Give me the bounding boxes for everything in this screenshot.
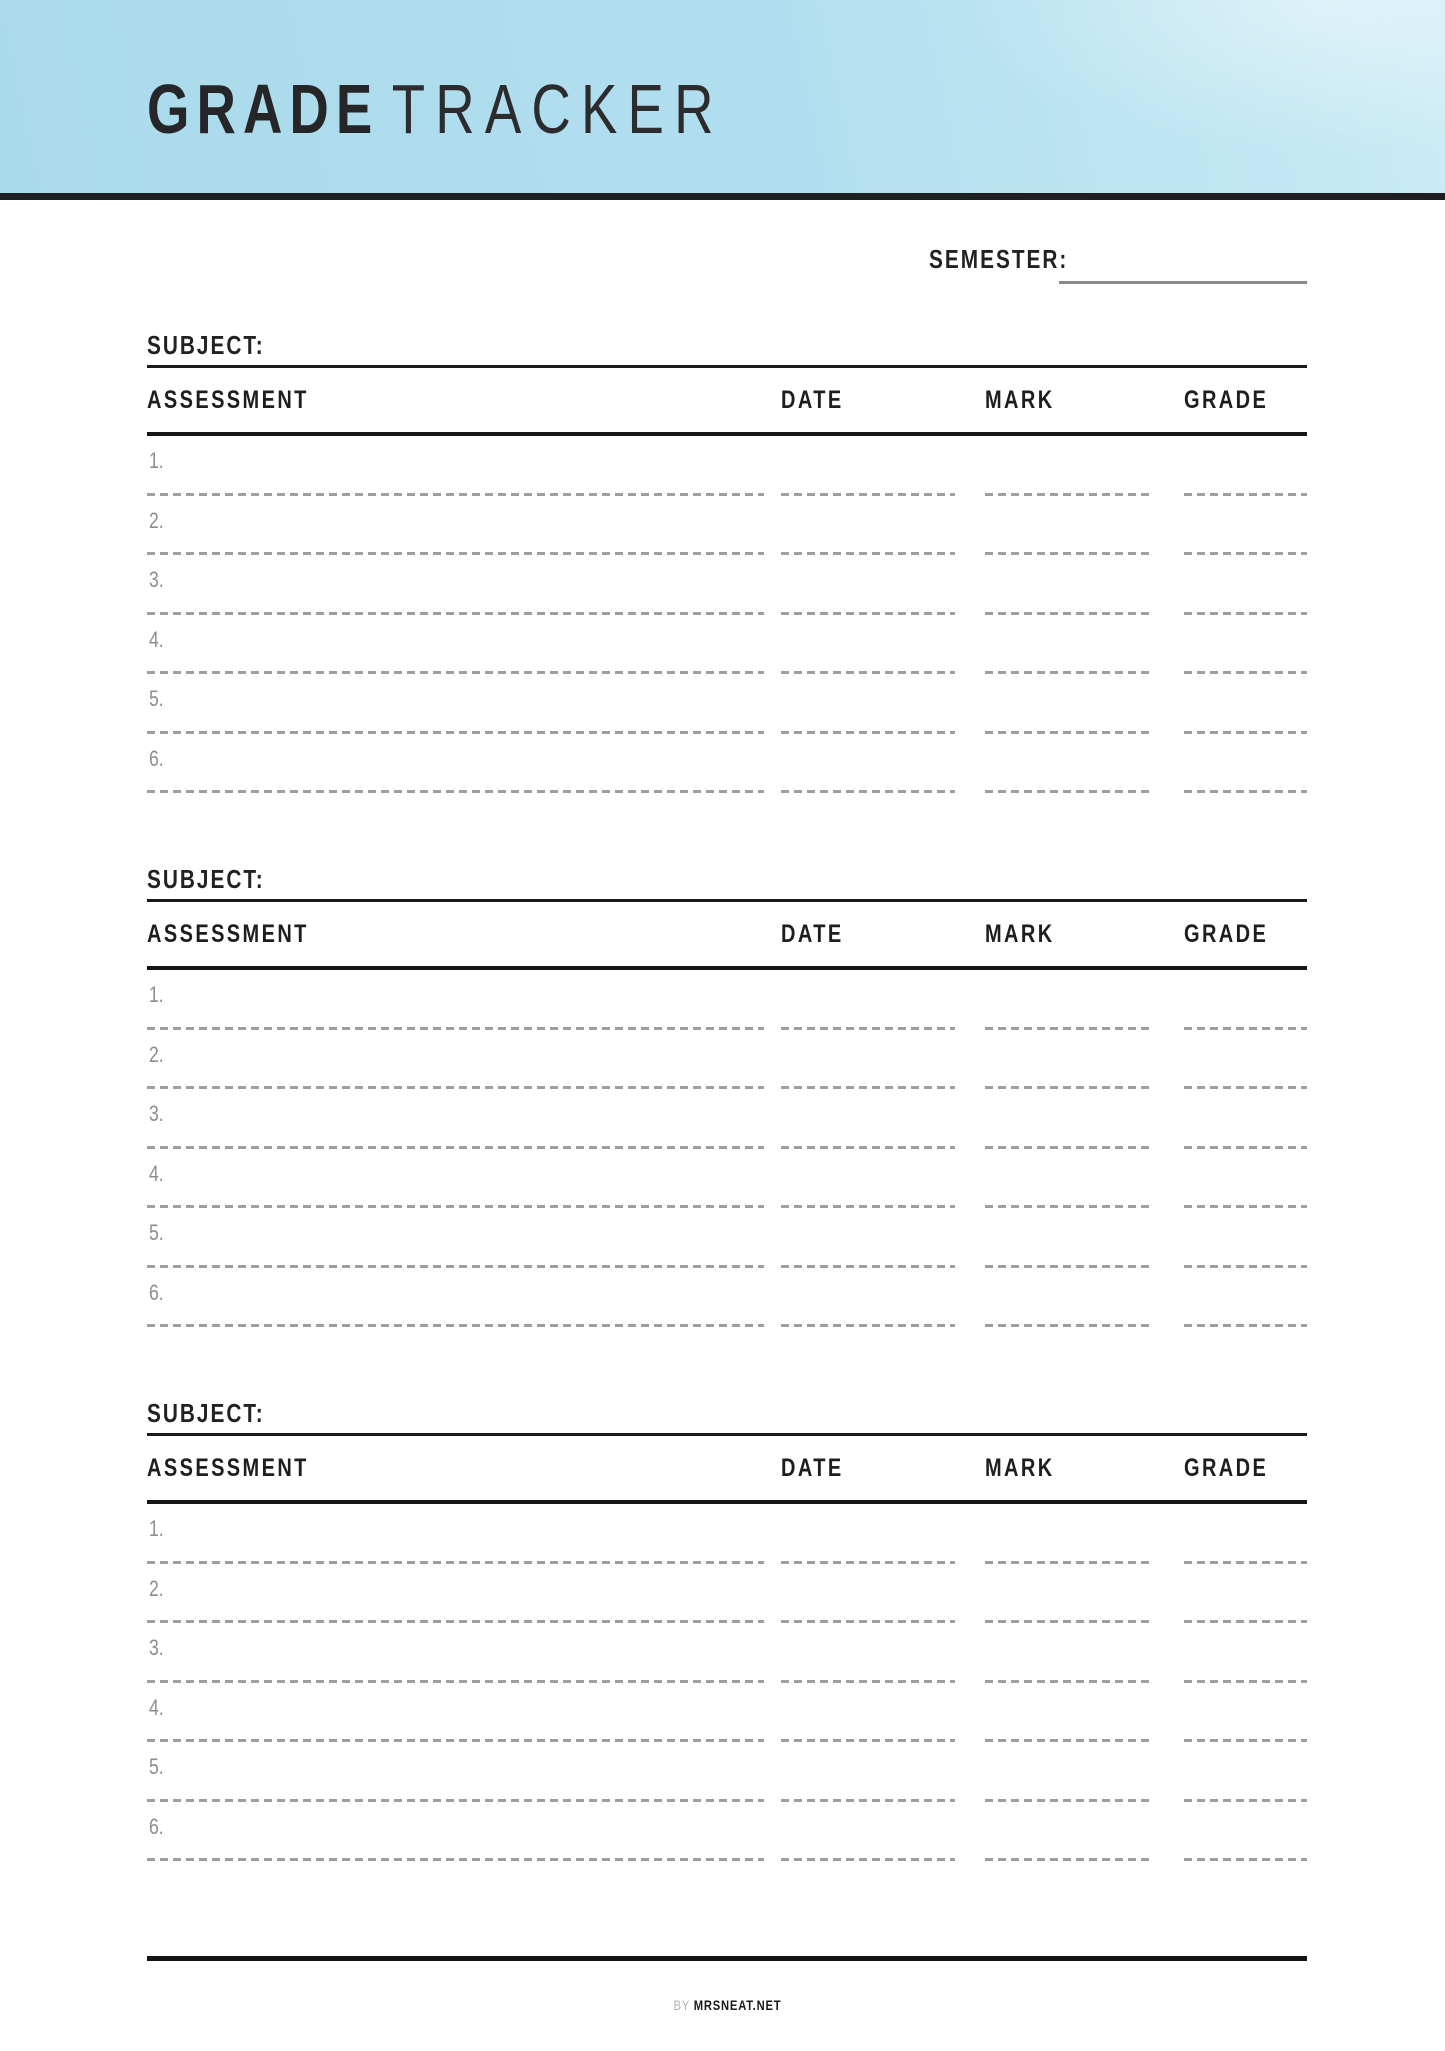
table-row [147,1683,1307,1743]
table-row [147,1802,1307,1862]
column-header-grade: GRADE [1184,920,1269,948]
date-field[interactable] [781,1858,955,1861]
semester-input-line[interactable] [1059,281,1307,284]
footer-by-label: BY [673,1997,690,2013]
subject-sections [147,332,1307,1861]
row-number: 1. [149,448,164,473]
footer-rule [147,1956,1307,1961]
subject-row [147,332,1307,365]
row-number: 3. [149,1101,164,1126]
date-field[interactable] [781,1324,955,1327]
page-content [0,246,1445,2013]
column-header-grade: GRADE [1184,386,1269,414]
subject-row [147,1400,1307,1433]
subject-input-area[interactable] [297,332,1307,362]
table-row [147,734,1307,794]
table-row [147,1208,1307,1268]
table-header-row [147,902,1307,966]
table-row [147,1623,1307,1683]
column-header-date-cell [781,921,955,947]
column-header-mark-cell [985,1455,1153,1481]
subject-section [147,1400,1307,1861]
footer-credit [147,1997,1307,2013]
row-number: 6. [149,1279,164,1305]
column-header-date-cell [781,387,955,413]
row-number: 2. [149,1575,164,1601]
table-header-row [147,1436,1307,1500]
column-header-date: DATE [781,386,844,414]
grade-field[interactable] [1184,790,1307,793]
subject-label: SUBJECT: [147,864,265,894]
title-bold-text: GRADE [147,70,380,148]
row-number: 1. [149,1516,164,1541]
row-number: 2. [149,1041,164,1067]
table-row [147,1564,1307,1624]
table-rows [147,436,1307,793]
column-header-grade-cell [1184,1455,1307,1481]
footer-site-name: MRSNEAT.NET [693,1997,781,2013]
grade-field[interactable] [1184,1324,1307,1327]
row-number: 1. [149,982,164,1007]
table-row [147,555,1307,615]
table-row [147,970,1307,1030]
column-header-mark-cell [985,921,1153,947]
row-number: 4. [149,626,164,652]
column-header-grade-cell [1184,921,1307,947]
column-header-date-cell [781,1455,955,1481]
semester-label: SEMESTER: [929,244,1069,274]
column-header-assessment: ASSESSMENT [147,386,309,414]
row-number: 3. [149,1635,164,1660]
subject-section [147,332,1307,793]
row-number: 6. [149,745,164,771]
date-field[interactable] [781,790,955,793]
column-header-assessment-cell [147,387,764,413]
subject-label: SUBJECT: [147,1398,265,1428]
row-number: 5. [149,686,164,711]
table-rows [147,1504,1307,1861]
subject-label: SUBJECT: [147,330,265,360]
row-number: 5. [149,1220,164,1245]
column-header-date: DATE [781,920,844,948]
table-row [147,615,1307,675]
table-row [147,436,1307,496]
page-title [147,72,724,146]
column-header-assessment-cell [147,921,764,947]
table-row [147,1742,1307,1802]
table-rows [147,970,1307,1327]
row-number: 6. [149,1813,164,1839]
column-header-mark-cell [985,387,1153,413]
assessment-field[interactable] [147,1324,764,1327]
mark-field[interactable] [985,1324,1153,1327]
table-row [147,674,1307,734]
row-number: 5. [149,1754,164,1779]
mark-field[interactable] [985,1858,1153,1861]
table-row [147,1268,1307,1328]
row-number: 4. [149,1160,164,1186]
assessment-field[interactable] [147,1858,764,1861]
column-header-mark: MARK [985,920,1055,948]
mark-field[interactable] [985,790,1153,793]
grade-field[interactable] [1184,1858,1307,1861]
semester-field [929,246,1307,272]
table-row [147,1504,1307,1564]
column-header-assessment: ASSESSMENT [147,1454,309,1482]
subject-input-area[interactable] [297,1400,1307,1430]
header-band [0,0,1445,200]
column-header-date: DATE [781,1454,844,1482]
row-number: 4. [149,1694,164,1720]
table-row [147,496,1307,556]
title-light-text: TRACKER [391,70,724,148]
table-row [147,1089,1307,1149]
column-header-mark: MARK [985,386,1055,414]
subject-row [147,866,1307,899]
row-number: 3. [149,567,164,592]
column-header-assessment-cell [147,1455,764,1481]
column-header-mark: MARK [985,1454,1055,1482]
table-row [147,1030,1307,1090]
column-header-assessment: ASSESSMENT [147,920,309,948]
subject-section [147,866,1307,1327]
column-header-grade: GRADE [1184,1454,1269,1482]
column-header-grade-cell [1184,387,1307,413]
subject-input-area[interactable] [297,866,1307,896]
table-header-row [147,368,1307,432]
assessment-field[interactable] [147,790,764,793]
table-row [147,1149,1307,1209]
row-number: 2. [149,507,164,533]
